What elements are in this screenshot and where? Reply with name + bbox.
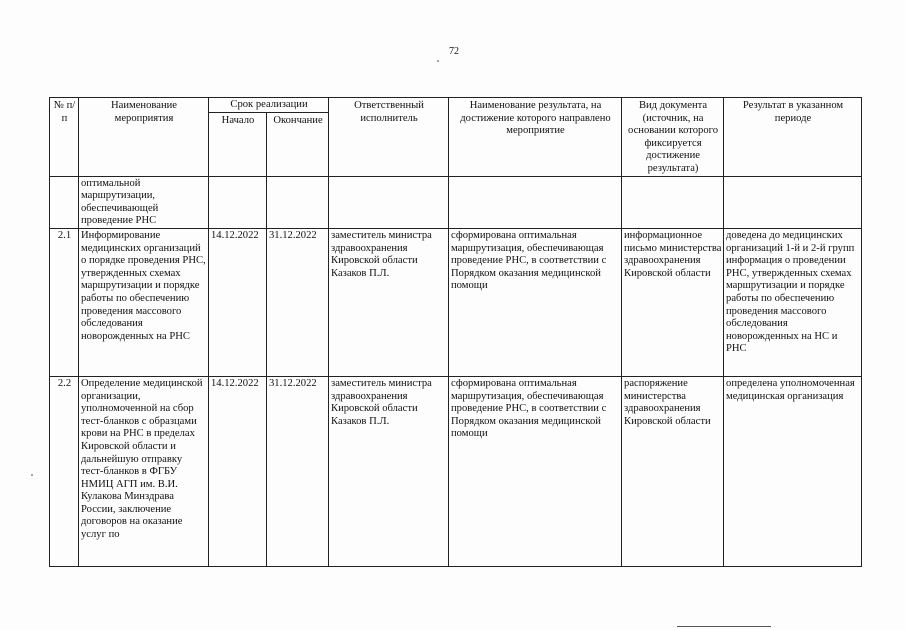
header-result-name: Наименование результата, на достижение которого направлено мероприятие — [449, 98, 622, 177]
header-end: Окончание — [267, 112, 329, 176]
header-name: Наименование мероприятия — [79, 98, 209, 177]
measures-table — [49, 97, 862, 567]
row-name: оптимальной маршрутизации, обеспечивающей проведение РНС — [79, 176, 209, 228]
table-row — [50, 176, 862, 228]
row-responsible: заместитель министра здравоохранения Кировской области Казаков П.Л. — [329, 376, 449, 566]
row-end: 31.12.2022 — [267, 228, 329, 376]
row-num: 2.2 — [50, 376, 79, 566]
row-doc-type: распоряжение министерства здравоохранения Кировской области — [622, 376, 724, 566]
row-responsible — [329, 176, 449, 228]
header-num: № п/п — [50, 98, 79, 177]
row-result: определена уполномоченная медицинская организация — [724, 376, 862, 566]
scan-artifact-dot — [437, 60, 439, 62]
page-number: 72 — [449, 46, 459, 57]
row-num — [50, 176, 79, 228]
row-result: доведена до медицинских организаций 1-й и 2-й групп информация о проведении РНС, утвержденных схемах маршрутизации и порядке работы по обеспечению проведения массового обследования новорожденных на НС и РНС — [724, 228, 862, 376]
row-num: 2.1 — [50, 228, 79, 376]
row-doc-type: информационное письмо министерства здравоохранения Кировской области — [622, 228, 724, 376]
row-end — [267, 176, 329, 228]
row-result — [724, 176, 862, 228]
header-result: Результат в указанном периоде — [724, 98, 862, 177]
header-doc-type: Вид документа (источник, на основании которого фиксируется достижение результата) — [622, 98, 724, 177]
table-row — [50, 228, 862, 376]
header-start: Начало — [209, 112, 267, 176]
row-responsible: заместитель министра здравоохранения Кировской области Казаков П.Л. — [329, 228, 449, 376]
header-period: Срок реализации — [209, 98, 329, 113]
row-result-name — [449, 176, 622, 228]
table-row — [50, 376, 862, 566]
row-name: Определение медицинской организации, уполномоченной на сбор тест-бланков с образцами крови на РНС в пределах Кировской области и дальнейшую отправку тест-бланков в ФГБУ НМИЦ АГП им. В.И. Кулакова Минздрава России, заключение договоров на оказание услуг по — [79, 376, 209, 566]
row-end: 31.12.2022 — [267, 376, 329, 566]
header-row — [50, 98, 862, 113]
row-result-name: сформирована оптимальная маршрутизация, обеспечивающая проведение РНС, в соответствии с Порядком оказания медицинской помощи — [449, 228, 622, 376]
row-doc-type — [622, 176, 724, 228]
row-start: 14.12.2022 — [209, 228, 267, 376]
scan-artifact-line — [677, 626, 771, 627]
row-start — [209, 176, 267, 228]
row-start: 14.12.2022 — [209, 376, 267, 566]
scan-artifact-dot — [31, 474, 33, 476]
row-result-name: сформирована оптимальная маршрутизация, обеспечивающая проведение РНС, в соответствии с Порядком оказания медицинской помощи — [449, 376, 622, 566]
row-name: Информирование медицинских организаций о порядке проведения РНС, утвержденных схемах маршрутизации и порядке работы по обеспечению проведения массового обследования новорожденных на РНС — [79, 228, 209, 376]
header-responsible: Ответственный исполнитель — [329, 98, 449, 177]
